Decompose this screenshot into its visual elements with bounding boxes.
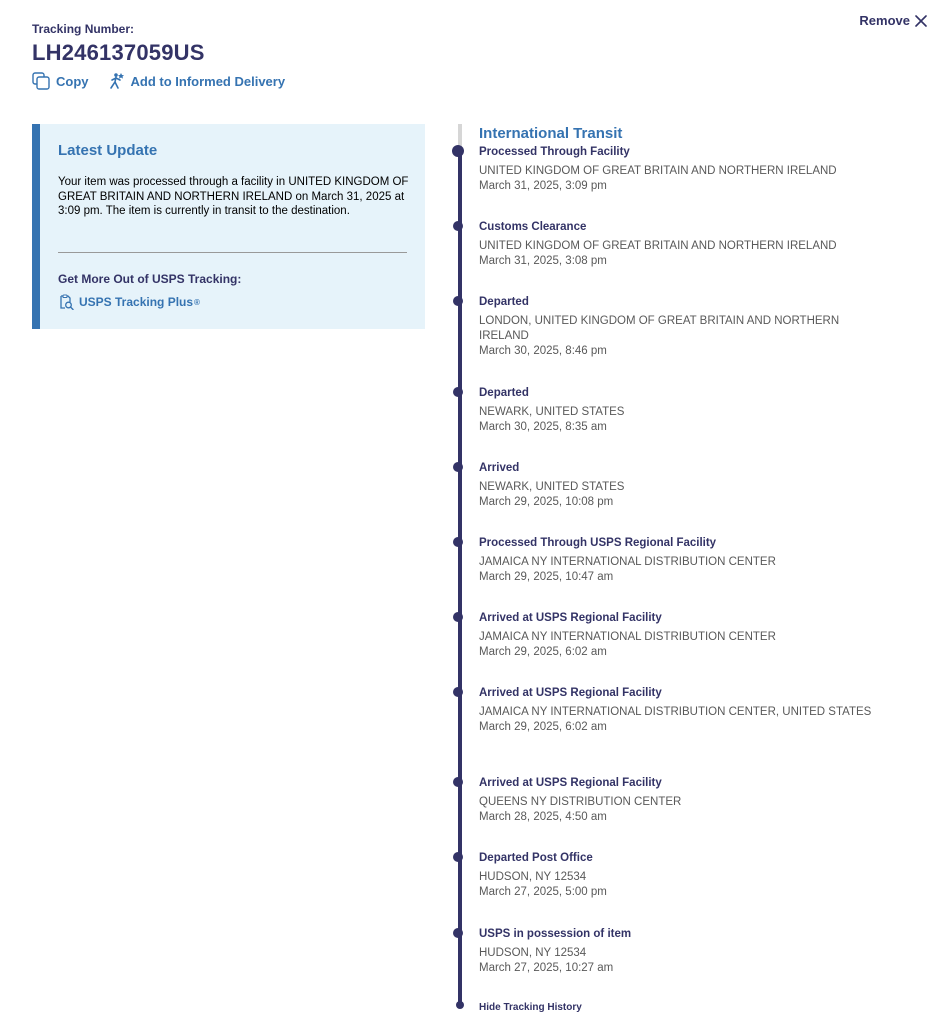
timeline-dot bbox=[453, 687, 463, 697]
event-status: Departed bbox=[479, 296, 529, 308]
get-more-title: Get More Out of USPS Tracking: bbox=[58, 272, 242, 286]
tracking-event bbox=[479, 221, 879, 269]
event-time: March 29, 2025, 6:02 am bbox=[479, 721, 607, 733]
event-time: March 28, 2025, 4:50 am bbox=[479, 811, 607, 823]
timeline-dot bbox=[452, 145, 464, 157]
event-status: Departed Post Office bbox=[479, 852, 593, 864]
event-time: March 29, 2025, 10:08 pm bbox=[479, 496, 614, 508]
tracking-plus-label: USPS Tracking Plus bbox=[79, 295, 194, 309]
close-icon bbox=[915, 15, 927, 27]
timeline-dot bbox=[453, 462, 463, 472]
event-status: Arrived at USPS Regional Facility bbox=[479, 777, 662, 789]
tracking-event bbox=[479, 687, 879, 735]
timeline-dot bbox=[453, 537, 463, 547]
event-status: Processed Through Facility bbox=[479, 146, 630, 158]
latest-update-title: Latest Update bbox=[58, 142, 158, 159]
timeline-dot bbox=[453, 221, 463, 231]
event-status: Arrived at USPS Regional Facility bbox=[479, 612, 662, 624]
event-status: Arrived at USPS Regional Facility bbox=[479, 687, 662, 699]
usps-tracking-plus-link[interactable] bbox=[58, 294, 200, 310]
tracking-event bbox=[479, 928, 879, 976]
event-status: USPS in possession of item bbox=[479, 928, 632, 940]
event-location: QUEENS NY DISTRIBUTION CENTER bbox=[479, 796, 682, 808]
tracking-event bbox=[479, 387, 879, 435]
event-location: JAMAICA NY INTERNATIONAL DISTRIBUTION CENTER bbox=[479, 631, 776, 643]
tracking-event bbox=[479, 537, 879, 585]
event-location: HUDSON, NY 12534 bbox=[479, 947, 587, 959]
copy-icon bbox=[32, 72, 50, 90]
add-to-informed-delivery-button[interactable] bbox=[107, 72, 286, 90]
copy-label: Copy bbox=[56, 73, 89, 89]
timeline-line bbox=[458, 151, 462, 1007]
event-location: LONDON, UNITED KINGDOM OF GREAT BRITAIN AND NORTHERN IRELAND bbox=[479, 315, 840, 342]
tracking-event bbox=[479, 777, 879, 825]
event-location: JAMAICA NY INTERNATIONAL DISTRIBUTION CENTER, UNITED STATES bbox=[479, 706, 872, 718]
tracking-plus-icon bbox=[58, 294, 74, 310]
hide-tracking-history-button[interactable]: Hide Tracking History bbox=[479, 1002, 582, 1013]
event-location: JAMAICA NY INTERNATIONAL DISTRIBUTION CENTER bbox=[479, 556, 776, 568]
event-location: UNITED KINGDOM OF GREAT BRITAIN AND NORTHERN IRELAND bbox=[479, 240, 837, 252]
timeline-end-dot bbox=[456, 1001, 464, 1009]
event-location: UNITED KINGDOM OF GREAT BRITAIN AND NORTHERN IRELAND bbox=[479, 165, 837, 177]
tracking-actions bbox=[32, 72, 285, 90]
event-status: Departed bbox=[479, 387, 529, 399]
timeline-dot bbox=[453, 387, 463, 397]
event-location: HUDSON, NY 12534 bbox=[479, 871, 587, 883]
timeline-dot bbox=[453, 296, 463, 306]
remove-button[interactable] bbox=[859, 13, 927, 28]
event-time: March 27, 2025, 10:27 am bbox=[479, 962, 614, 974]
tracking-event bbox=[479, 612, 879, 660]
tracking-event bbox=[479, 146, 879, 194]
event-time: March 29, 2025, 10:47 am bbox=[479, 571, 614, 583]
event-time: March 30, 2025, 8:46 pm bbox=[479, 345, 607, 357]
informed-delivery-icon bbox=[107, 72, 125, 90]
registered-mark: ® bbox=[194, 297, 200, 307]
event-status: Arrived bbox=[479, 462, 520, 474]
event-status: Processed Through USPS Regional Facility bbox=[479, 537, 717, 549]
timeline-dot bbox=[453, 928, 463, 938]
event-time: March 29, 2025, 6:02 am bbox=[479, 646, 607, 658]
event-time: March 31, 2025, 3:08 pm bbox=[479, 255, 607, 267]
remove-label: Remove bbox=[859, 13, 910, 28]
tracking-event bbox=[479, 852, 879, 900]
tracking-number: LH246137059US bbox=[32, 40, 205, 65]
event-location: NEWARK, UNITED STATES bbox=[479, 481, 625, 493]
tracking-event bbox=[479, 296, 879, 359]
timeline-dot bbox=[453, 777, 463, 787]
event-status: Customs Clearance bbox=[479, 221, 587, 233]
copy-button[interactable] bbox=[32, 72, 89, 90]
event-time: March 30, 2025, 8:35 am bbox=[479, 421, 607, 433]
timeline-dot bbox=[453, 852, 463, 862]
event-location: NEWARK, UNITED STATES bbox=[479, 406, 625, 418]
tracking-event bbox=[479, 462, 879, 510]
event-time: March 27, 2025, 5:00 pm bbox=[479, 886, 607, 898]
divider bbox=[58, 252, 407, 253]
section-title: International Transit bbox=[479, 125, 623, 142]
event-time: March 31, 2025, 3:09 pm bbox=[479, 180, 607, 192]
timeline-dot bbox=[453, 612, 463, 622]
informed-delivery-label: Add to Informed Delivery bbox=[130, 73, 286, 89]
tracking-number-label: Tracking Number: bbox=[32, 22, 135, 36]
latest-update-panel bbox=[32, 124, 425, 329]
latest-update-text: Your item was processed through a facility in UNITED KINGDOM OF GREAT BRITAIN AND NORTHERN IRELAND on March 31, 2025 at 3:09 pm. The item is currently in transit to the destination. bbox=[58, 176, 409, 217]
